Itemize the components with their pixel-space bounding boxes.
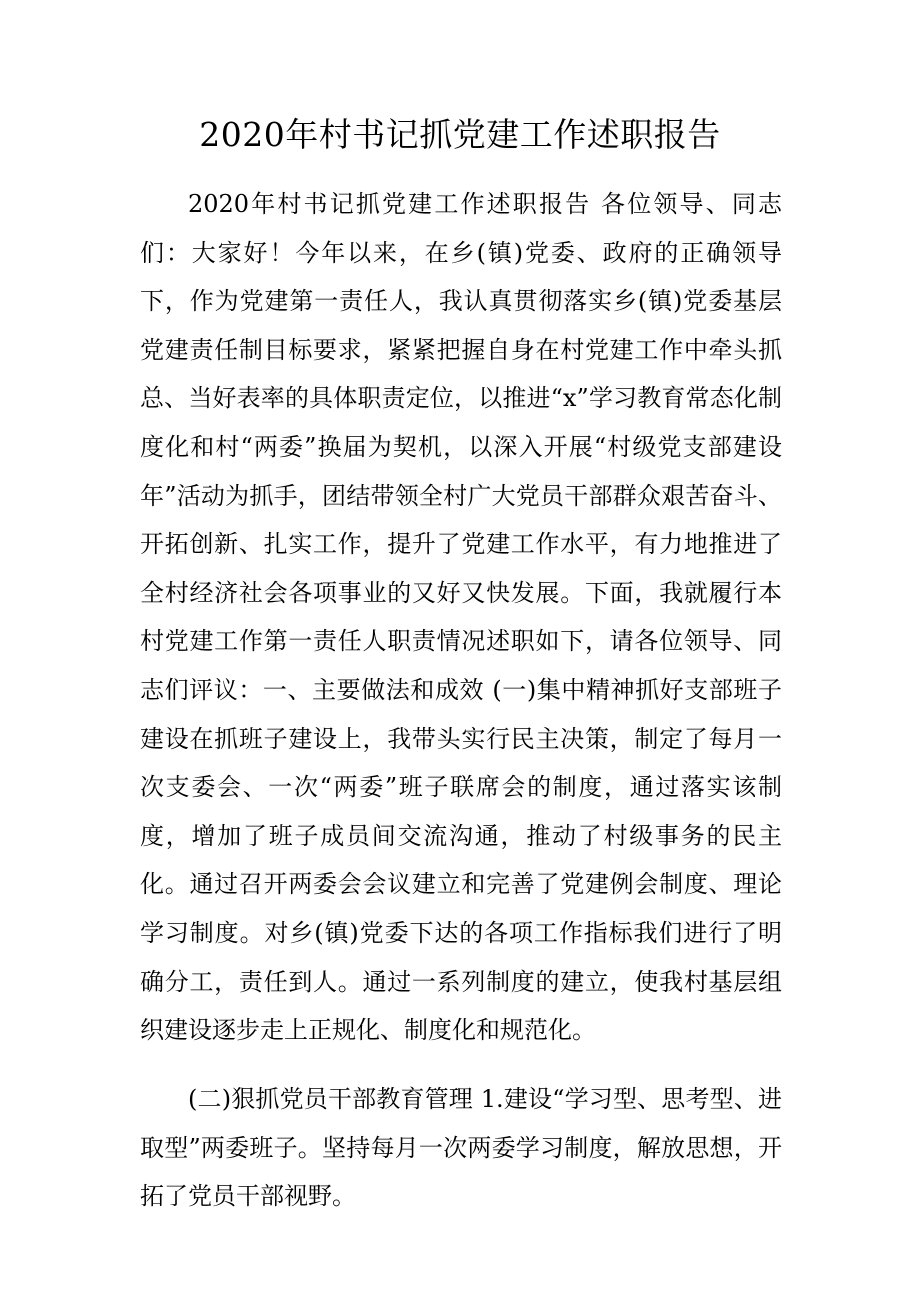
document-title: 2020年村书记抓党建工作述职报告 [199,115,721,154]
body-paragraph-1: 2020年村书记抓党建工作述职报告 各位领导、同志们：大家好！今年以来，在乡(镇)党委、政府的正确领导下，作为党建第一责任人，我认真贯彻落实乡(镇)党委基层党建责任制目标要求，紧紧把握自身在村党建工作中牵头抓总、当好表率的具体职责定位，以推进“x”学习教育常态化制度化和村“两委”换届为契机，以深入开展“村级党支部建设年”活动为抓手，团结带领全村广大党员干部群众艰苦奋斗、开拓创新、扎实工作，提升了党建工作水平，有力地推进了全村经济社会各项事业的又好又快发展。下面，我就履行本村党建工作第一责任人职责情况述职如下，请各位领导、同志们评议：一、主要做法和成效 (一)集中精神抓好支部班子建设在抓班子建设上，我带头实行民主决策，制定了每月一次支委会、一次“两委”班子联席会的制度，通过落实该制度，增加了班子成员间交流沟通，推动了村级事务的民主化。通过召开两委会会议建立和完善了党建例会制度、理论学习制度。对乡(镇)党委下达的各项工作指标我们进行了明确分工，责任到人。通过一系列制度的建立，使我村基层组织建设逐步走上正规化、制度化和规范化。 [140,190,782,1045]
body-paragraph-2: (二)狠抓党员干部教育管理 1.建设“学习型、思考型、进取型”两委班子。坚持每月一次两委学习制度，解放思想，开拓了党员干部视野。 [140,1085,782,1211]
